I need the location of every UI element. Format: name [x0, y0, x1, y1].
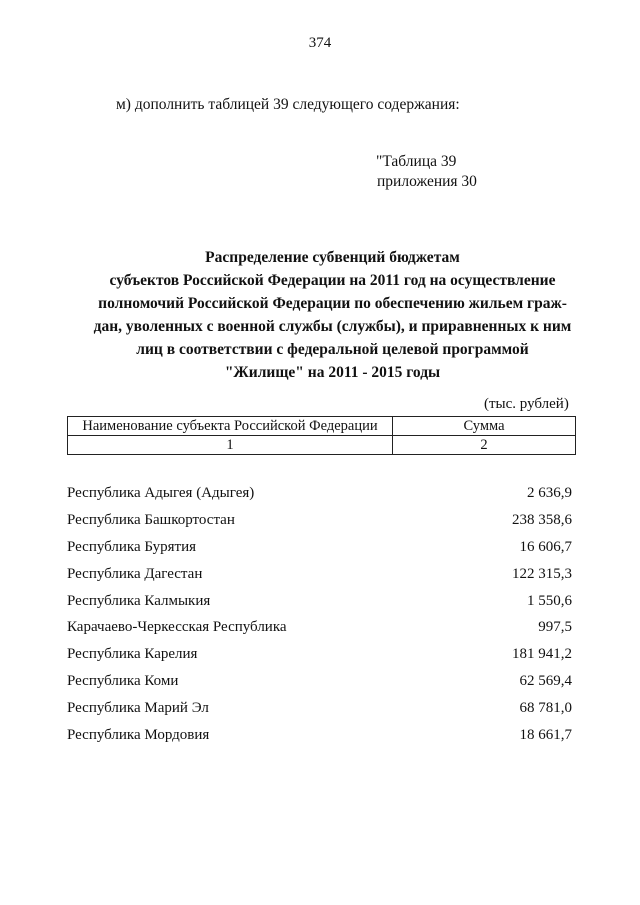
table-reference [376, 152, 477, 192]
table-row [67, 590, 572, 617]
column-number-1: 1 [68, 436, 393, 455]
units-label: (тыс. рублей) [484, 396, 569, 412]
region-name: Республика Коми [67, 673, 179, 690]
title-line: "Жилище" на 2011 - 2015 годы [224, 364, 441, 381]
table-ref-line2: приложения 30 [377, 173, 477, 190]
region-amount: 62 569,4 [519, 673, 572, 690]
region-name: Республика Мордовия [67, 727, 210, 744]
table-row [67, 563, 572, 590]
table-row [67, 536, 572, 563]
region-name: Республика Адыгея (Адыгея) [67, 485, 255, 501]
page-number: 374 [308, 35, 332, 51]
region-amount: 238 358,6 [512, 511, 572, 528]
title-line: субъектов Российской Федерации на 2011 год на осуществление [109, 272, 556, 289]
region-name: Республика Марий Эл [67, 700, 209, 717]
region-name: Республика Дагестан [67, 565, 203, 582]
region-amount: 2 636,9 [527, 485, 572, 501]
region-amount: 16 606,7 [519, 538, 572, 555]
title-line: лиц в соответствии с федеральной целевой программой [136, 341, 529, 358]
region-name: Карачаево-Черкесская Республика [67, 619, 287, 636]
table-row [67, 724, 572, 751]
intro-text: м) дополнить таблицей 39 следующего содержания: [116, 96, 460, 113]
region-name: Республика Карелия [67, 646, 198, 663]
table-row [67, 643, 572, 670]
region-amount: 18 661,7 [519, 727, 572, 744]
table-row [67, 509, 572, 536]
table-ref-line1: "Таблица 39 [376, 153, 457, 170]
region-name: Республика Башкортостан [67, 511, 235, 528]
region-name: Республика Бурятия [67, 538, 197, 555]
region-amount: 122 315,3 [512, 565, 572, 582]
table-row [67, 482, 572, 509]
region-amount: 1 550,6 [527, 592, 572, 609]
table-row [67, 616, 572, 643]
region-amount: 181 941,2 [512, 646, 572, 663]
document-title [40, 246, 625, 384]
table-header [67, 416, 576, 455]
region-amount: 68 781,0 [519, 700, 572, 717]
table-row [67, 670, 572, 697]
table-row [67, 697, 572, 724]
column-header-name: Наименование субъекта Российской Федерации [68, 417, 393, 436]
title-line: Распределение субвенций бюджетам [205, 249, 460, 266]
region-name: Республика Калмыкия [67, 592, 211, 609]
data-rows [67, 482, 572, 751]
column-number-2: 2 [393, 436, 576, 455]
region-amount: 997,5 [538, 619, 572, 636]
title-line: полномочий Российской Федерации по обеспечению жильем граж- [98, 295, 567, 312]
title-line: дан, уволенных с военной службы (службы), и приравненных к ним [93, 318, 572, 335]
column-header-sum: Сумма [393, 417, 576, 436]
